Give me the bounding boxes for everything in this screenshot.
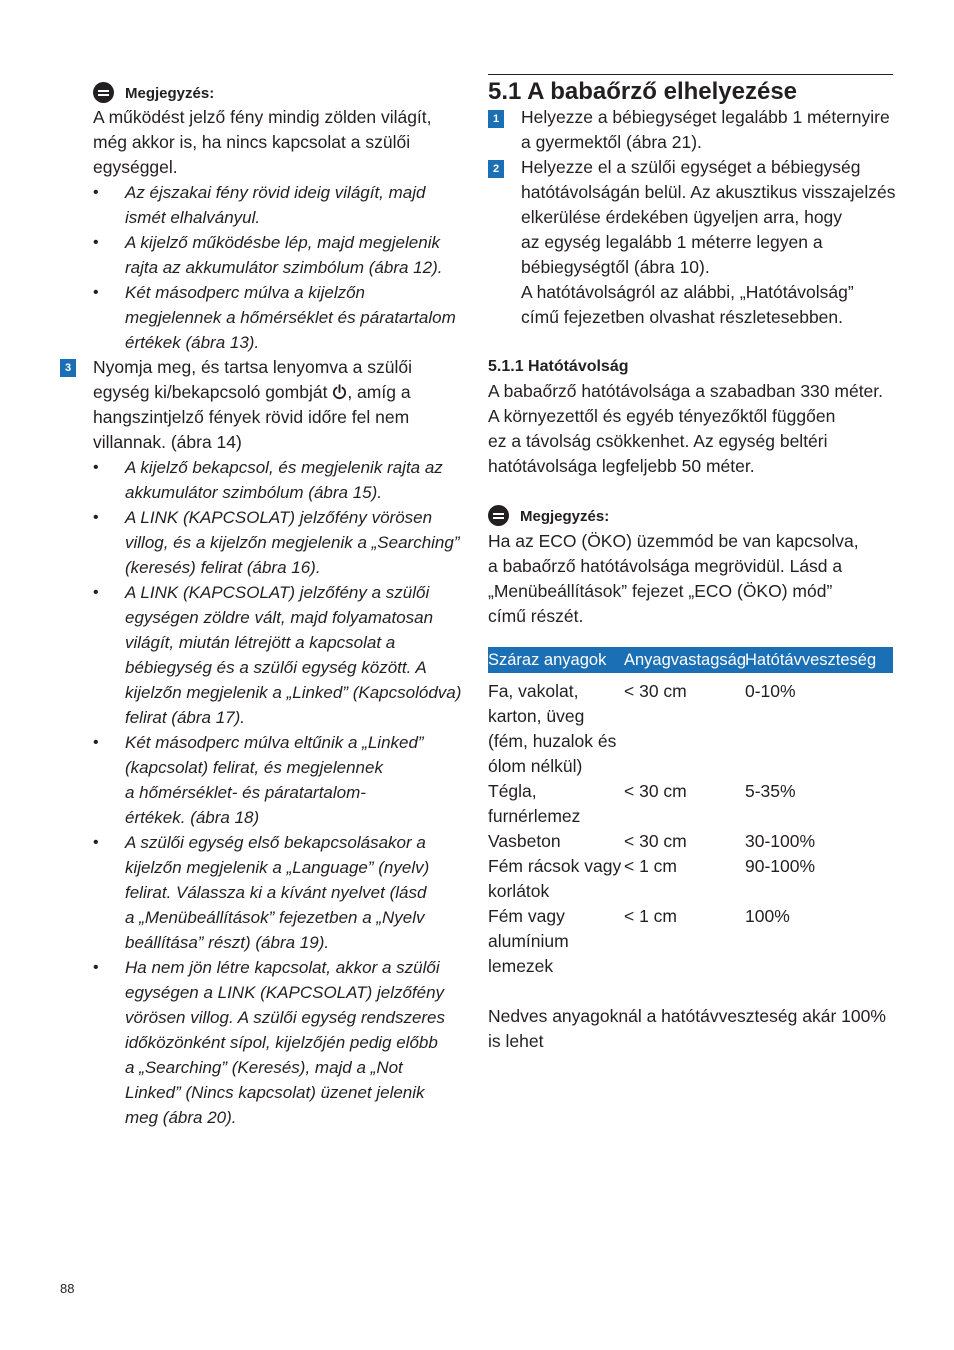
bullet-mark: •: [93, 184, 99, 201]
page-number: 88: [60, 1281, 75, 1296]
table-cell-material: (fém, huzalok és: [488, 731, 617, 751]
note-text-line: egységgel.: [93, 157, 178, 177]
step-3-bullet-line: meg (ábra 20).: [125, 1108, 237, 1127]
step-2-line: hatótávolságán belül. Az akusztikus visszajelzés: [521, 182, 896, 202]
note-text-line: még akkor is, ha nincs kapcsolat a szülői: [93, 132, 411, 152]
step-2-line: A hatótávolságról az alábbi, „Hatótávolság”: [521, 282, 854, 302]
step-3-bullet-line: kijelzőn megjelenik a „Language” (nyelv): [125, 858, 430, 877]
bullet-mark: •: [93, 459, 99, 476]
table-cell-material: furnérlemez: [488, 806, 581, 826]
table-cell-loss: 5-35%: [745, 781, 796, 801]
step-3-text: egység ki/bekapcsoló gombját: [93, 382, 328, 402]
step-2-line: az egység legalább 1 méterre legyen a: [521, 232, 823, 252]
note-text-line: a babaőrző hatótávolsága megrövidül. Lásd a: [488, 556, 843, 576]
step-3-bullet-line: A LINK (KAPCSOLAT) jelzőfény vörösen: [125, 508, 433, 527]
table-cell-thickness: < 30 cm: [624, 681, 687, 701]
table-cell-material: ólom nélkül): [488, 756, 583, 776]
table-cell-material: Tégla,: [488, 781, 537, 801]
step-2-line: című fejezetben olvashat részletesebben.: [521, 307, 843, 327]
step-3-bullet-line: A szülői egység első bekapcsolásakor a: [125, 833, 426, 852]
step-3-bullet-line: egységen a LINK (KAPCSOLAT) jelzőfény: [125, 983, 445, 1002]
step-3-line: villannak. (ábra 14): [93, 432, 242, 452]
note-text-line: „Menübeállítások” fejezet „ECO (ÖKO) mód”: [488, 581, 833, 601]
table-cell-thickness: < 30 cm: [624, 831, 687, 851]
note-label: Megjegyzés:: [125, 85, 215, 102]
step-3-bullet-line: értékek. (ábra 18): [125, 808, 260, 827]
step-2-line: bébiegységtől (ábra 10).: [521, 257, 710, 277]
subsection-heading: 5.1.1 Hatótávolság: [488, 358, 629, 375]
footer-note-line: Nedves anyagoknál a hatótávveszteség akár 100%: [488, 1006, 886, 1026]
table-cell-thickness: < 1 cm: [624, 906, 678, 926]
range-text-line: ez a távolság csökkenhet. Az egység beltéri: [488, 431, 828, 451]
step-3-bullet-line: beállítása” részt) (ábra 19).: [125, 933, 330, 952]
table-header-thickness: Anyagvastagság: [624, 651, 747, 669]
step-3-bullet-line: villog, és a kijelzőn megjelenik a „Searching”: [125, 533, 460, 552]
note-icon: [488, 505, 509, 526]
table-cell-material: korlátok: [488, 881, 550, 901]
step-3-bullet-line: kijelzőn megjelenik a „Linked” (Kapcsolódva): [125, 683, 462, 702]
step-1-line: a gyermektől (ábra 21).: [521, 132, 702, 152]
bullet-mark: •: [93, 509, 99, 526]
note-icon: [93, 82, 114, 103]
bullet-mark: •: [93, 234, 99, 251]
power-icon: [332, 384, 347, 400]
step-2-line: Helyezze el a szülői egységet a bébiegység: [521, 157, 861, 177]
step-3-bullet-line: Ha nem jön létre kapcsolat, akkor a szülői: [125, 958, 440, 977]
step-3-bullet-line: Linked” (Nincs kapcsolat) üzenet jelenik: [125, 1083, 425, 1102]
note-bullet-line: ismét elhalványul.: [125, 208, 261, 227]
step-2-line: elkerülése érdekében ügyeljen arra, hogy: [521, 207, 843, 227]
table-cell-material: Fa, vakolat,: [488, 681, 579, 701]
step-3-marker: 3: [60, 359, 76, 377]
step-1-marker: 1: [488, 110, 504, 128]
bullet-mark: •: [93, 834, 99, 851]
range-text-line: A környezettől és egyéb tényezőktől függően: [488, 406, 836, 426]
table-cell-loss: 90-100%: [745, 856, 816, 876]
step-3-bullet-line: Két másodperc múlva eltűnik a „Linked”: [125, 733, 424, 752]
step-3-bullet-line: a hőmérséklet- és páratartalom-: [125, 783, 366, 802]
note-text-line: című részét.: [488, 606, 584, 626]
bullet-mark: •: [93, 284, 99, 301]
step-3-text: , amíg a: [347, 382, 411, 402]
table-cell-material: Fém rácsok vagy: [488, 856, 622, 876]
range-text-line: hatótávolsága legfeljebb 50 méter.: [488, 456, 755, 476]
step-3-bullet-line: vörösen villog. A szülői egység rendszeres: [125, 1008, 446, 1027]
bullet-mark: •: [93, 584, 99, 601]
step-3-bullet-line: a „Menübeállítások” fejezetben a „Nyelv: [125, 908, 425, 927]
step-3-bullet-line: A LINK (KAPCSOLAT) jelzőfény a szülői: [125, 583, 430, 602]
table-cell-thickness: < 30 cm: [624, 781, 687, 801]
table-cell-material: Fém vagy: [488, 906, 565, 926]
table-cell-material: Vasbeton: [488, 831, 561, 851]
step-1-line: Helyezze a bébiegységet legalább 1 méternyire: [521, 107, 890, 127]
step-3-bullet-line: felirat (ábra 17).: [125, 708, 245, 727]
section-heading: 5.1 A babaőrző elhelyezése: [488, 74, 893, 108]
note-bullet-line: rajta az akkumulátor szimbólum (ábra 12).: [125, 258, 443, 277]
note-text-line: Ha az ECO (ÖKO) üzemmód be van kapcsolva,: [488, 531, 859, 551]
note-bullet-line: értékek (ábra 13).: [125, 333, 260, 352]
table-cell-material: lemezek: [488, 956, 554, 976]
table-header-material: Száraz anyagok: [488, 651, 607, 669]
step-3-bullet-line: (keresés) felirat (ábra 16).: [125, 558, 321, 577]
table-cell-loss: 0-10%: [745, 681, 796, 701]
table-cell-material: alumínium: [488, 931, 569, 951]
note-text-line: A működést jelző fény mindig zölden világít,: [93, 107, 432, 127]
note-bullet-line: Két másodperc múlva a kijelzőn: [125, 283, 366, 302]
note-label: Megjegyzés:: [520, 508, 610, 525]
note-bullet-line: megjelennek a hőmérséklet és páratartalom: [125, 308, 456, 327]
step-3-bullet-line: akkumulátor szimbólum (ábra 15).: [125, 483, 382, 502]
footer-note-line: is lehet: [488, 1031, 544, 1051]
table-cell-loss: 100%: [745, 906, 790, 926]
step-3-line: Nyomja meg, és tartsa lenyomva a szülői: [93, 357, 413, 377]
step-3-bullet-line: időközönként sípol, kijelzőjén pedig előbb: [125, 1033, 438, 1052]
range-text-line: A babaőrző hatótávolsága a szabadban 330 méter.: [488, 381, 884, 401]
table-cell-thickness: < 1 cm: [624, 856, 678, 876]
note-bullet-line: A kijelző működésbe lép, majd megjelenik: [125, 233, 440, 252]
step-3-bullet-line: a „Searching” (Keresés), majd a „Not: [125, 1058, 403, 1077]
bullet-mark: •: [93, 734, 99, 751]
table-cell-loss: 30-100%: [745, 831, 816, 851]
step-3-line: [93, 380, 411, 405]
step-3-line: hangszintjelző fények rövid időre fel nem: [93, 407, 410, 427]
step-3-bullet-line: bébiegység és a szülői egység között. A: [125, 658, 427, 677]
table-cell-material: karton, üveg: [488, 706, 585, 726]
step-2-marker: 2: [488, 160, 504, 178]
step-3-bullet-line: világít, miután létrejött a kapcsolat a: [125, 633, 396, 652]
note-bullet-line: Az éjszakai fény rövid ideig világít, majd: [125, 183, 426, 202]
step-3-bullet-line: (kapcsolat) felirat, és megjelennek: [125, 758, 383, 777]
table-header: [488, 647, 893, 673]
step-3-bullet-line: A kijelző bekapcsol, és megjelenik rajta az: [125, 458, 443, 477]
table-header-loss: Hatótávveszteség: [745, 651, 877, 669]
step-3-bullet-line: egységen zöldre vált, majd folyamatosan: [125, 608, 434, 627]
step-3-bullet-line: felirat. Válassza ki a kívánt nyelvet (lásd: [125, 883, 427, 902]
bullet-mark: •: [93, 959, 99, 976]
